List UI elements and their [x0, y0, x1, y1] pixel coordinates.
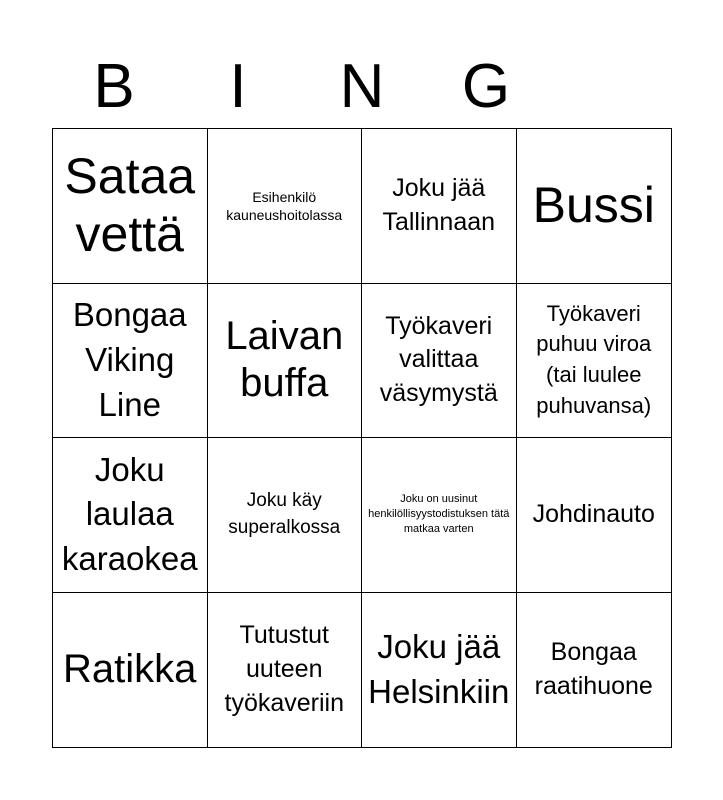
bingo-cell[interactable]: Joku käy superalkossa: [208, 438, 363, 593]
bingo-cell[interactable]: Esihenkilö kauneushoitolassa: [208, 129, 363, 284]
bingo-cell[interactable]: Sataa vettä: [53, 129, 208, 284]
bingo-cell[interactable]: Laivan buffa: [208, 284, 363, 439]
bingo-cell[interactable]: Työkaveri valittaa väsymystä: [362, 284, 517, 439]
bingo-cell[interactable]: Joku jää Tallinnaan: [362, 129, 517, 284]
bingo-cell[interactable]: Bussi: [517, 129, 672, 284]
header-letter-b: B: [93, 52, 135, 121]
bingo-cell[interactable]: Ratikka: [53, 593, 208, 748]
header-letter-n: N: [339, 52, 385, 121]
bingo-cell[interactable]: Joku jää Helsinkiin: [362, 593, 517, 748]
header-letter-g: G: [461, 52, 511, 121]
bingo-header: [52, 52, 672, 122]
bingo-cell[interactable]: Bongaa raatihuone: [534, 638, 653, 700]
header-letter-i: I: [229, 52, 247, 121]
bingo-cell[interactable]: Työkaveri puhuu viroa (tai luulee puhuvansa): [517, 284, 672, 439]
bingo-cell[interactable]: Johdinauto: [517, 438, 672, 593]
bingo-cell[interactable]: Tutustut uuteen työkaveriin: [208, 593, 363, 748]
bingo-card-grid: [52, 128, 672, 748]
bingo-cell[interactable]: Joku on uusinut henkilöllisyystodistuksen tätä matkaa varten: [362, 438, 517, 593]
bingo-cell[interactable]: Bongaa Viking Line: [53, 284, 208, 439]
bingo-cell[interactable]: Joku laulaa karaokea: [53, 438, 208, 593]
